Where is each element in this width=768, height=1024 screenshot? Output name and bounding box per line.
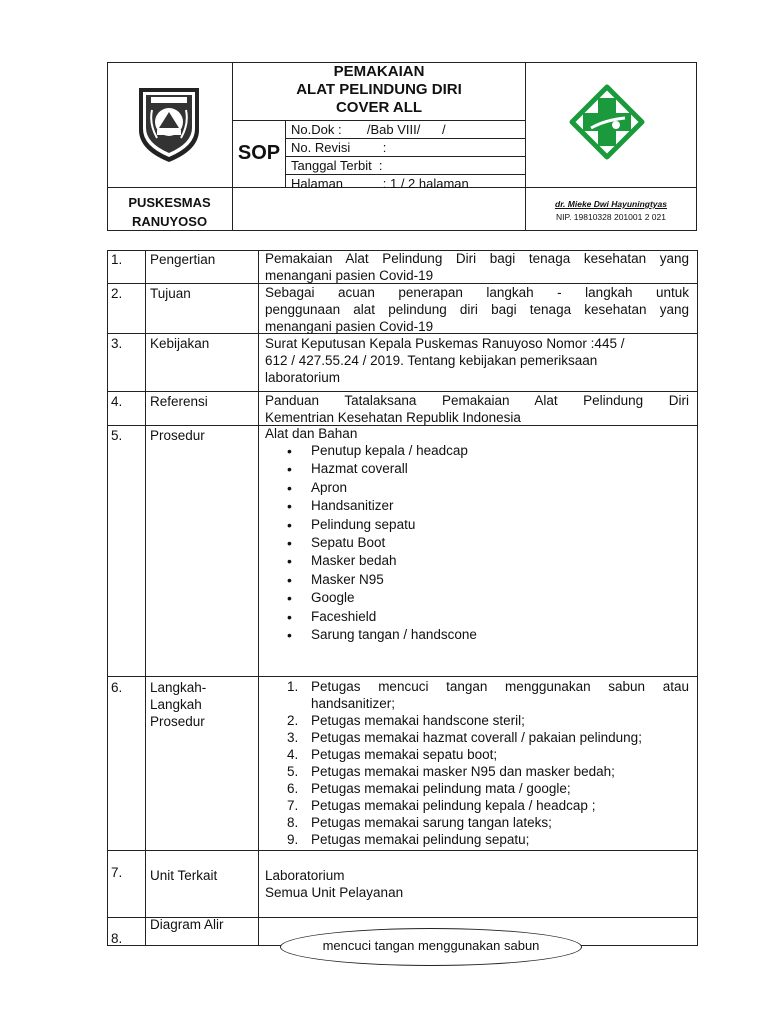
document-meta bbox=[285, 120, 525, 192]
list-item: • Hazmat coverall bbox=[265, 460, 689, 478]
row-5-number: 5. bbox=[111, 428, 123, 443]
sop-content-table bbox=[107, 250, 698, 950]
list-item: • Faceshield bbox=[265, 608, 689, 626]
signer-nip: NIP. 19810328 201001 2 021 bbox=[556, 212, 666, 222]
row-7-content bbox=[265, 867, 689, 901]
sop-label: SOP bbox=[237, 142, 281, 164]
puskesmas-cross-icon bbox=[569, 84, 645, 160]
text-line: Kementrian Kesehatan Republik Indonesia bbox=[265, 410, 521, 425]
list-item: • Apron bbox=[265, 479, 689, 497]
row-6-number: 6. bbox=[111, 680, 123, 695]
sop-header bbox=[107, 62, 697, 231]
row-6-content bbox=[265, 678, 689, 848]
row-2-number: 2. bbox=[111, 286, 123, 301]
tools-list bbox=[265, 442, 689, 644]
regency-emblem-icon bbox=[135, 84, 203, 164]
row-1-label: Pengertian bbox=[150, 252, 216, 267]
meta-tanggal-terbit: Tanggal Terbit : bbox=[285, 157, 525, 175]
row-4-label: Referensi bbox=[150, 394, 208, 409]
label-line: Langkah- bbox=[150, 680, 207, 695]
list-item: 9. Petugas memakai pelindung sepatu; bbox=[287, 832, 530, 847]
tools-intro: Alat dan Bahan bbox=[265, 426, 358, 441]
text-line: Laboratorium bbox=[265, 868, 345, 883]
list-item: 4. Petugas memakai sepatu boot; bbox=[287, 747, 498, 762]
steps-list bbox=[265, 678, 689, 848]
label-line: Langkah bbox=[150, 697, 202, 712]
row-5-content bbox=[265, 425, 689, 644]
org-name-line-1: PUSKESMAS bbox=[128, 195, 211, 210]
sop-title-line-2: ALAT PELINDUNG DIRI bbox=[296, 81, 462, 98]
list-item: • Sarung tangan / handscone bbox=[265, 626, 689, 644]
row-2-content bbox=[265, 284, 689, 335]
row-3-number: 3. bbox=[111, 336, 123, 351]
row-8-number: 8. bbox=[111, 931, 123, 946]
text-line: penggunaan alat pelindung diri bagi tenaga kesehatan yang bbox=[265, 302, 689, 317]
list-item: 7. Petugas memakai pelindung kepala / headcap ; bbox=[287, 798, 596, 813]
row-4-number: 4. bbox=[111, 394, 123, 409]
list-item: 5. Petugas memakai masker N95 dan masker bedah; bbox=[287, 764, 615, 779]
list-item: • Google bbox=[265, 589, 689, 607]
text-line: Surat Keputusan Kepala Puskemas Ranuyoso Nomor :445 / bbox=[265, 336, 625, 351]
flow-start-oval bbox=[280, 928, 582, 966]
text-line: laboratorium bbox=[265, 370, 341, 385]
text-line: Semua Unit Pelayanan bbox=[265, 885, 404, 900]
row-8-label: Diagram Alir bbox=[150, 917, 224, 932]
row-3-content bbox=[265, 335, 689, 386]
row-5-label: Prosedur bbox=[150, 428, 205, 443]
flow-start-text: mencuci tangan menggunakan sabun bbox=[322, 938, 540, 953]
label-line: Prosedur bbox=[150, 714, 205, 729]
org-name-line-2: RANUYOSO bbox=[131, 214, 208, 229]
list-item: • Penutup kepala / headcap bbox=[265, 442, 689, 460]
meta-halaman: Halaman : 1 / 2 halaman bbox=[291, 176, 469, 191]
sop-title-line-1: PEMAKAIAN bbox=[333, 63, 425, 80]
text-line: Sebagai acuan penerapan langkah - langkah untuk bbox=[265, 285, 689, 300]
list-item: 2. Petugas memakai handscone steril; bbox=[287, 713, 525, 728]
list-item: • Masker bedah bbox=[265, 552, 689, 570]
signer-name: dr. Mieke Dwi Hayuningtyas bbox=[555, 199, 667, 209]
list-item: 6. Petugas memakai pelindung mata / google; bbox=[287, 781, 571, 796]
row-6-label bbox=[150, 679, 206, 730]
text-line: menangani pasien Covid-19 bbox=[265, 268, 434, 283]
list-item: • Pelindung sepatu bbox=[265, 516, 689, 534]
list-item: • Handsanitizer bbox=[265, 497, 689, 515]
list-item: • Sepatu Boot bbox=[265, 534, 689, 552]
text-line: Panduan Tatalaksana Pemakaian Alat Pelindung Diri bbox=[265, 393, 689, 408]
list-item: 3. Petugas memakai hazmat coverall / pakaian pelindung; bbox=[287, 730, 642, 745]
row-1-number: 1. bbox=[111, 252, 123, 267]
list-item: 8. Petugas memakai sarung tangan lateks; bbox=[287, 815, 552, 830]
row-2-label: Tujuan bbox=[150, 286, 191, 301]
row-1-content bbox=[265, 250, 689, 284]
list-item: 1. Petugas mencuci tangan menggunakan sabun atau handsanitizer; bbox=[287, 679, 689, 711]
text-line: menangani pasien Covid-19 bbox=[265, 319, 434, 334]
row-7-label: Unit Terkait bbox=[150, 868, 218, 883]
row-7-number: 7. bbox=[111, 865, 123, 880]
list-item: • Masker N95 bbox=[265, 571, 689, 589]
text-line: 612 / 427.55.24 / 2019. Tentang kebijakan pemeriksaan bbox=[265, 353, 598, 368]
row-3-label: Kebijakan bbox=[150, 336, 210, 351]
text-line: Pemakaian Alat Pelindung Diri bagi tenaga kesehatan yang bbox=[265, 251, 689, 266]
row-4-content bbox=[265, 392, 689, 426]
sop-title-line-3: COVER ALL bbox=[335, 99, 423, 116]
meta-no-dok: No.Dok : /Bab VIII/ / bbox=[285, 121, 525, 139]
meta-no-revisi: No. Revisi : bbox=[285, 139, 525, 157]
